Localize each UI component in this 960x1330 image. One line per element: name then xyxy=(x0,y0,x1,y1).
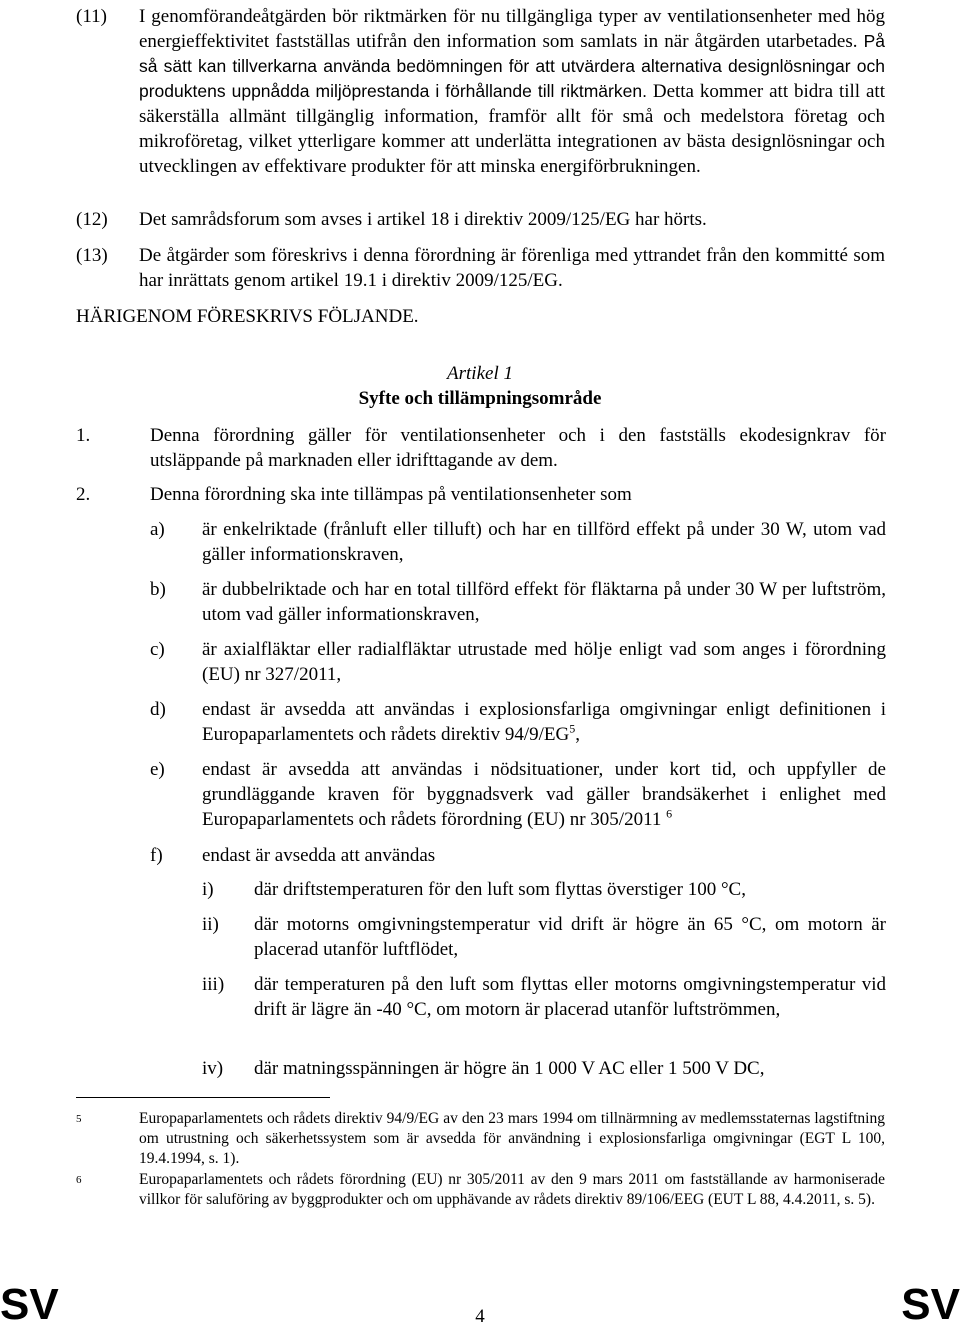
item-text-body: endast är avsedda att användas i nödsituationer, under kort tid, och uppfyller de grundläggande kraven för byggnadsverk vad gäller brandsäkerhet i enlighet med Europaparlamentets och rådets förordning (EU) nr 305/2011 xyxy=(202,759,886,830)
subitem-text: där temperaturen på den luft som flyttas eller motorns omgivningstemperatur vid drift är lägre än -40 °C, om motorn är placerad utanför luftströmmen, xyxy=(254,974,886,1020)
subitem-label: iii) xyxy=(202,974,225,995)
subitem-text: där motorns omgivningstemperatur vid drift är högre än 65 °C, om motorn är placerad utanför luftflödet, xyxy=(254,914,886,960)
footnote-separator xyxy=(76,1097,330,1098)
paragraph-text: Denna förordning ska inte tillämpas på ventilationsenheter som xyxy=(150,484,632,505)
item-label: e) xyxy=(150,759,165,780)
subitem-text: där matningsspänningen är högre än 1 000 V AC eller 1 500 V DC, xyxy=(254,1058,765,1079)
item-text: är dubbelriktade och har en total tillförd effekt för fläktarna på under 30 W per luftström, utom vad gäller informationskraven, xyxy=(202,579,886,625)
paragraph-text: Denna förordning gäller för ventilationsenheter och i den fastställs ekodesignkrav för utsläppande på marknaden eller idrifttagande av dem. xyxy=(150,425,886,471)
recital-number: (12) xyxy=(76,209,108,230)
footnote-text: Europaparlamentets och rådets direktiv 94/9/EG av den 23 mars 1994 om tillnärmning av medlemsstaternas lagstiftning om utrustning och säkerhetssystem som är avsedda för användning i explosionsfarliga omgivningar (EGT L 100, 19.4.1994, s. 1). xyxy=(139,1110,885,1167)
page-number: 4 xyxy=(475,1306,485,1327)
footnote-ref[interactable]: 6 xyxy=(666,806,673,821)
item-text xyxy=(202,757,886,832)
footer-language-left: SV xyxy=(0,1280,59,1329)
enacting-formula: HÄRIGENOM FÖRESKRIVS FÖLJANDE. xyxy=(76,306,419,327)
recital-text-part: Detta kommer att bidra till att säkerställa allmänt tillgänglig information, framför allt för små och medelstora företag och mikroföretag, vilket ytterligare kommer att underlätta integrationen av bästa designlösningar och utvecklingen av effektivare produkter för att minska energiförbrukningen. xyxy=(139,81,885,177)
footnote-ref[interactable]: 5 xyxy=(569,721,576,736)
footnote-number: 6 xyxy=(76,1174,82,1186)
item-text-body: endast är avsedda att användas i explosionsfarliga omgivningar enligt definitionen i Europaparlamentets och rådets direktiv 94/9/EG xyxy=(202,699,886,745)
item-label: b) xyxy=(150,579,166,600)
article-title: Syfte och tillämpningsområde xyxy=(358,388,602,409)
recital-text: Det samrådsforum som avses i artikel 18 i direktiv 2009/125/EG har hörts. xyxy=(139,209,707,230)
item-text: är enkelriktade (frånluft eller tilluft) och har en tillförd effekt på under 30 W, utom vad gäller informationskraven, xyxy=(202,519,886,565)
recital-number: (13) xyxy=(76,245,108,266)
paragraph-number: 1. xyxy=(76,425,91,446)
item-text: är axialfläktar eller radialfläktar utrustade med hölje enligt vad som anges i förordning (EU) nr 327/2011, xyxy=(202,639,886,685)
subitem-label: ii) xyxy=(202,914,219,935)
recital-text: De åtgärder som föreskrivs i denna förordning är förenliga med yttrandet från den kommitté som har inrättats genom artikel 19.1 i direktiv 2009/125/EG. xyxy=(139,245,885,291)
footnote-text: Europaparlamentets och rådets förordning (EU) nr 305/2011 av den 9 mars 2011 om fastställande av harmoniserade villkor för saluföring av byggprodukter och om upphävande av rådets direktiv 89/106/EEG (EUT L 88, 4.4.2011, s. 5). xyxy=(139,1171,885,1208)
item-text-tail: , xyxy=(575,724,580,745)
subitem-text: där driftstemperaturen för den luft som flyttas överstiger 100 °C, xyxy=(254,879,746,900)
recital-text-part: I genomförandeåtgärden bör riktmärken för nu tillgängliga typer av ventilationsenheter med hög energieffektivitet fastställas utifrån den information som samlats in när åtgärden utarbetades. xyxy=(139,6,885,52)
paragraph-number: 2. xyxy=(76,484,91,505)
subitem-label: i) xyxy=(202,879,214,900)
item-label: a) xyxy=(150,519,165,540)
footer-language-right: SV xyxy=(901,1280,960,1329)
recital-text-sans: På så sätt kan tillverkarna använda bedömningen för att utvärdera alternativa designlösningar och produktens uppnådda miljöprestanda i förhållande till riktmärken. xyxy=(139,31,885,101)
footnote-number: 5 xyxy=(76,1113,82,1125)
item-label: d) xyxy=(150,699,166,720)
subitem-label: iv) xyxy=(202,1058,224,1079)
item-text xyxy=(202,697,886,747)
item-label: c) xyxy=(150,639,165,660)
item-text: endast är avsedda att användas xyxy=(202,845,436,866)
article-label: Artikel 1 xyxy=(447,363,513,384)
recital-text xyxy=(139,4,885,179)
item-label: f) xyxy=(150,845,163,866)
recital-number: (11) xyxy=(76,6,107,27)
